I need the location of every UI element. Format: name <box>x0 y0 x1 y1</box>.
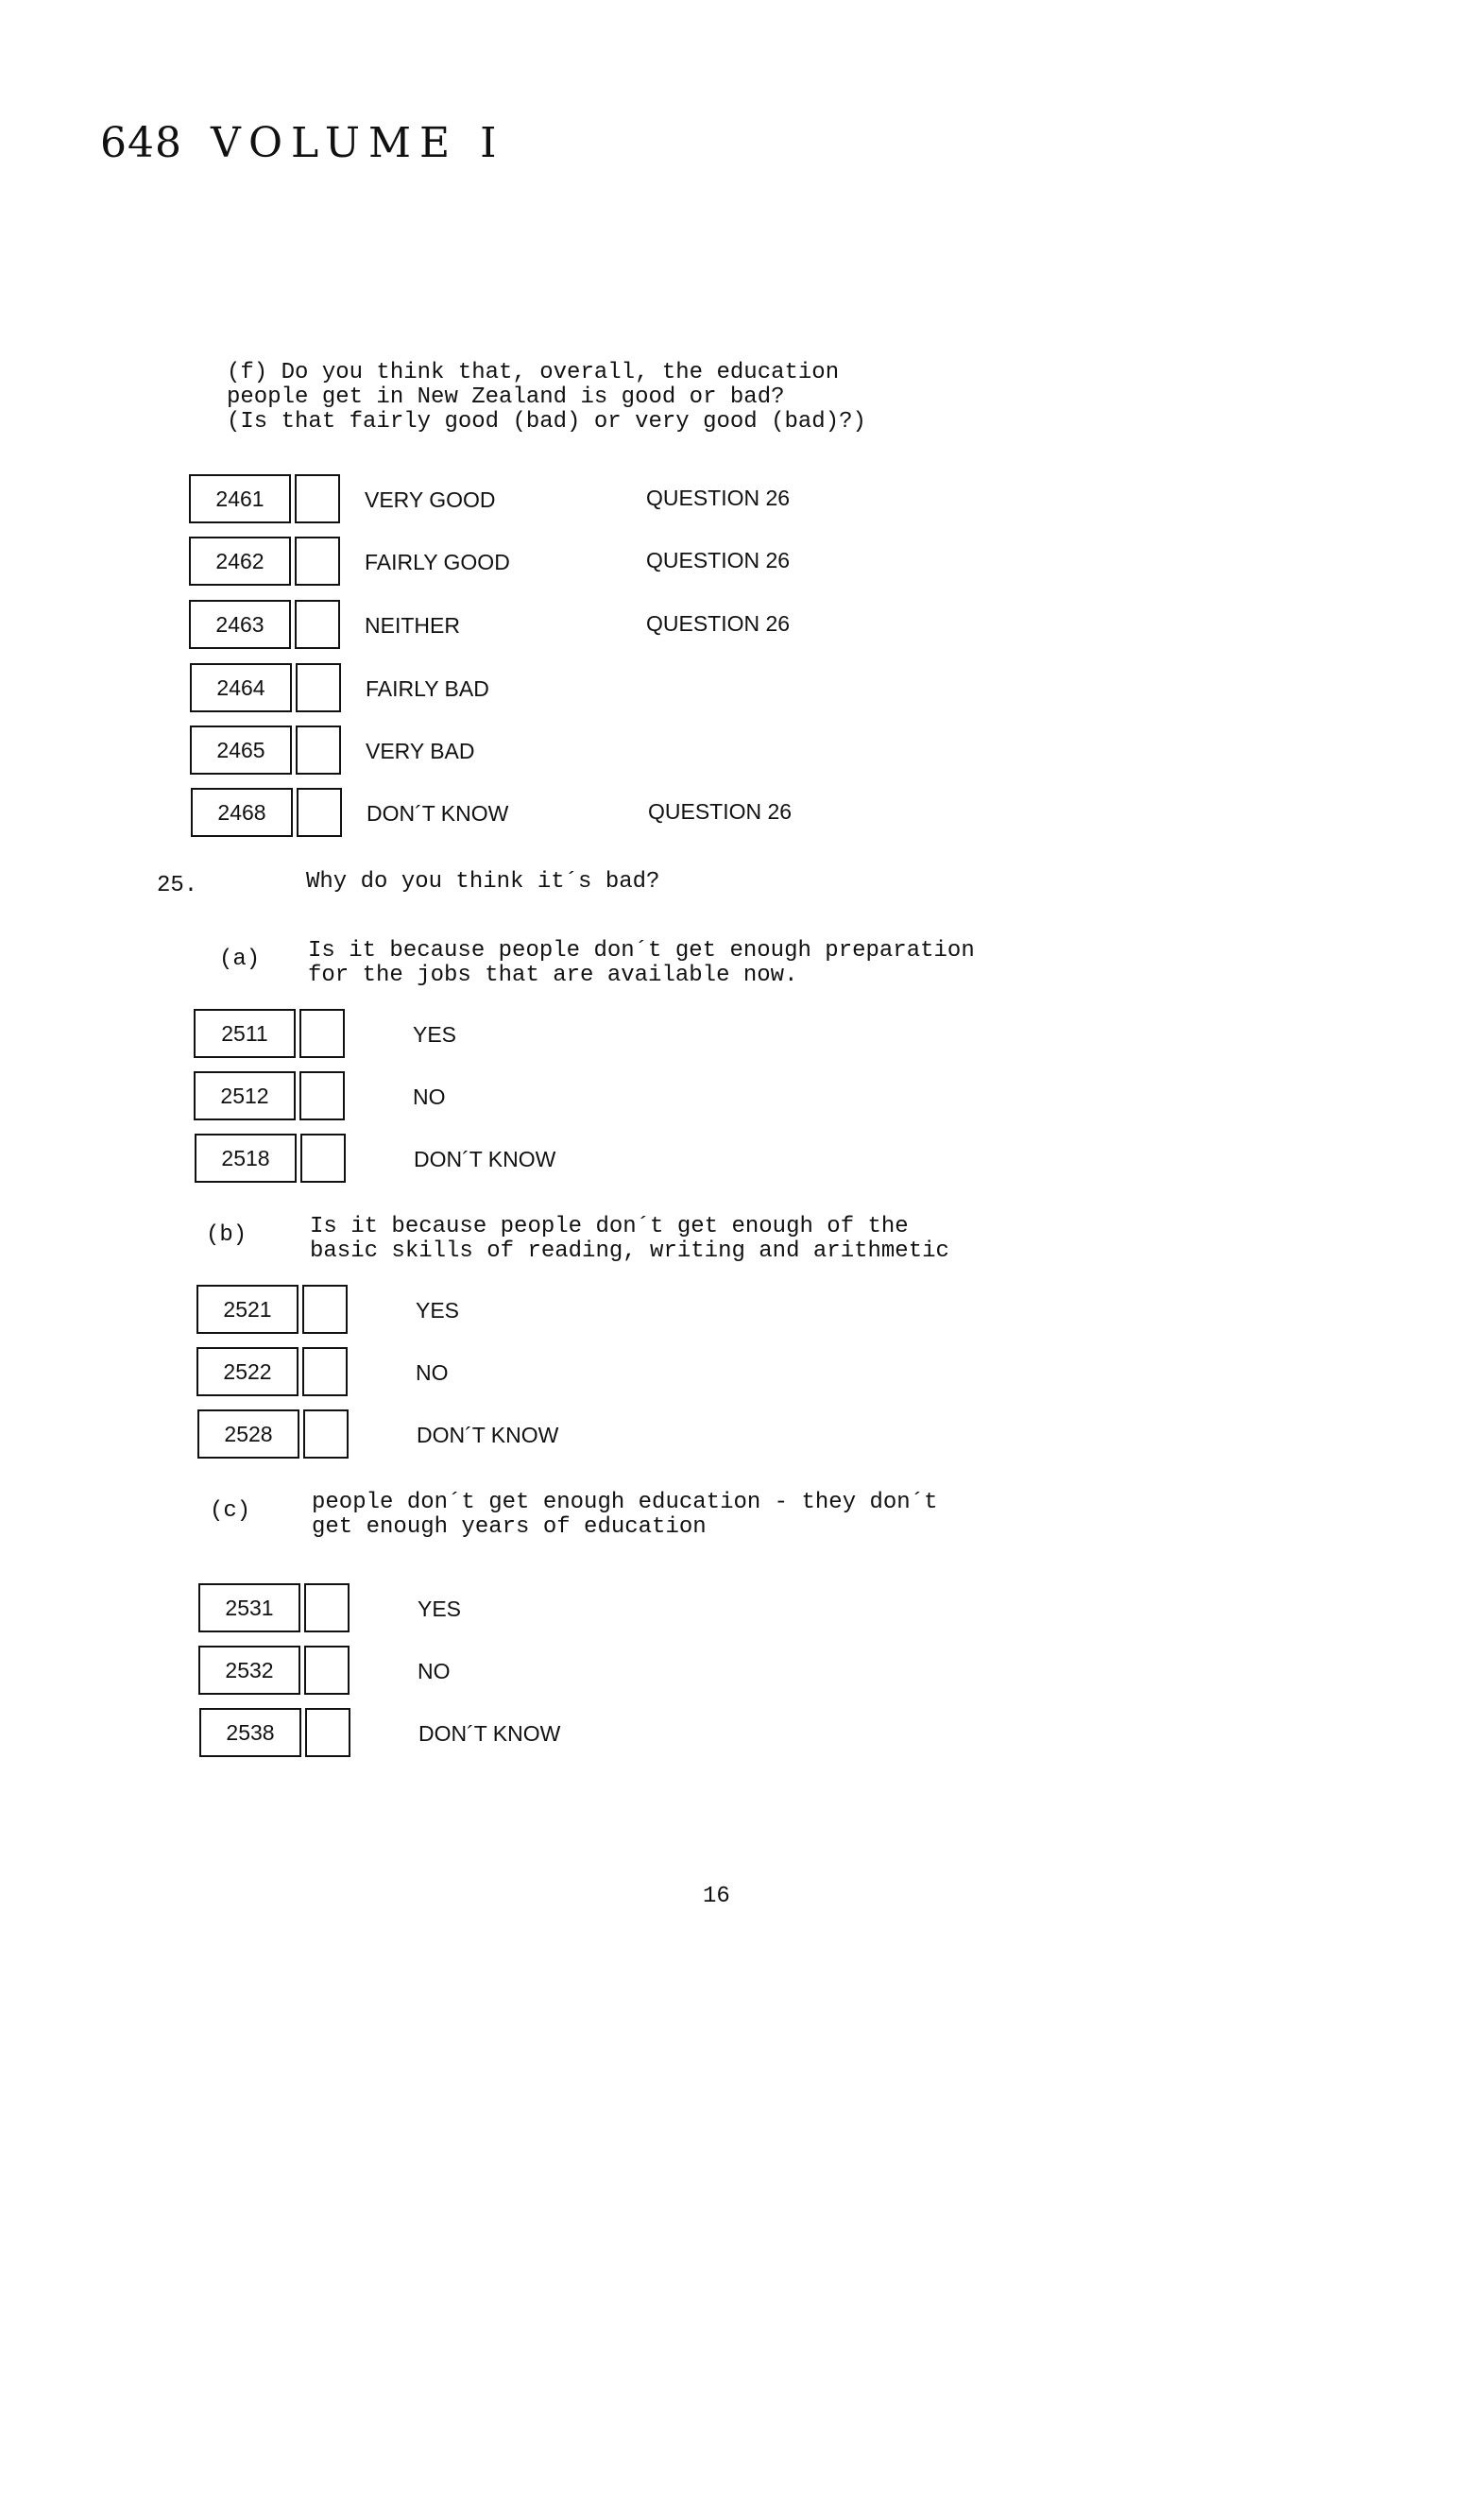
code-box: 2518 <box>195 1134 297 1183</box>
option-label: DON´T KNOW <box>417 1423 559 1447</box>
subquestion-letter: (a) <box>219 947 261 972</box>
answer-checkbox[interactable] <box>303 1409 349 1459</box>
code-box: 2512 <box>194 1071 296 1120</box>
code-box: 2521 <box>196 1285 299 1334</box>
answer-checkbox[interactable] <box>295 600 340 649</box>
question-f-text: (f) Do you think that, overall, the education people get in New Zealand is good or bad? (Is that fairly good (bad) or very good (bad)?) <box>227 360 866 435</box>
answer-checkbox[interactable] <box>304 1583 350 1632</box>
option-label: DON´T KNOW <box>418 1721 561 1746</box>
answer-checkbox[interactable] <box>295 537 340 586</box>
skip-instruction: QUESTION 26 <box>646 548 791 572</box>
code-box: 2468 <box>191 788 293 837</box>
option-label: YES <box>413 1022 457 1047</box>
code-box: 2461 <box>189 474 291 523</box>
code-box: 2531 <box>198 1583 300 1632</box>
option-label: YES <box>418 1596 462 1621</box>
option-label: VERY GOOD <box>365 487 496 512</box>
option-label: FAIRLY GOOD <box>365 550 510 574</box>
answer-checkbox[interactable] <box>302 1285 348 1334</box>
subquestion-a-text: Is it because people don´t get enough preparation for the jobs that are available now. <box>308 938 975 988</box>
code-box: 2462 <box>189 537 291 586</box>
answer-checkbox[interactable] <box>305 1708 350 1757</box>
question-number: 25. <box>157 873 198 898</box>
option-label: YES <box>416 1298 460 1323</box>
code-box: 2511 <box>194 1009 296 1058</box>
option-label: NO <box>413 1084 446 1109</box>
code-box: 2532 <box>198 1646 300 1695</box>
page-footer-number: 16 <box>703 1884 730 1909</box>
subquestion-c-text: people don´t get enough education - they don´t get enough years of education <box>312 1490 938 1540</box>
skip-instruction: QUESTION 26 <box>648 799 793 824</box>
page-header <box>100 119 505 167</box>
answer-checkbox[interactable] <box>299 1071 345 1120</box>
skip-instruction: QUESTION 26 <box>646 486 791 510</box>
code-box: 2465 <box>190 726 292 775</box>
subquestion-letter: (b) <box>206 1222 247 1248</box>
volume-title: VOLUME I <box>210 119 505 167</box>
option-label: DON´T KNOW <box>367 801 509 826</box>
option-label: DON´T KNOW <box>414 1147 556 1171</box>
subquestion-letter: (c) <box>210 1498 251 1524</box>
code-box: 2528 <box>197 1409 299 1459</box>
option-label: NEITHER <box>365 613 460 638</box>
answer-checkbox[interactable] <box>299 1009 345 1058</box>
answer-checkbox[interactable] <box>296 726 341 775</box>
option-label: NO <box>416 1360 449 1385</box>
option-label: NO <box>418 1659 451 1683</box>
code-box: 2522 <box>196 1347 299 1396</box>
answer-checkbox[interactable] <box>304 1646 350 1695</box>
code-box: 2538 <box>199 1708 301 1757</box>
answer-checkbox[interactable] <box>297 788 342 837</box>
question-25-text: Why do you think it´s bad? <box>306 869 660 895</box>
option-label: FAIRLY BAD <box>366 676 489 701</box>
answer-checkbox[interactable] <box>296 663 341 712</box>
answer-checkbox[interactable] <box>295 474 340 523</box>
skip-instruction: QUESTION 26 <box>646 611 791 636</box>
code-box: 2463 <box>189 600 291 649</box>
answer-checkbox[interactable] <box>300 1134 346 1183</box>
code-box: 2464 <box>190 663 292 712</box>
subquestion-b-text: Is it because people don´t get enough of the basic skills of reading, writing and arithmetic <box>310 1214 949 1264</box>
page-number: 648 <box>100 119 182 167</box>
answer-checkbox[interactable] <box>302 1347 348 1396</box>
option-label: VERY BAD <box>366 739 475 763</box>
